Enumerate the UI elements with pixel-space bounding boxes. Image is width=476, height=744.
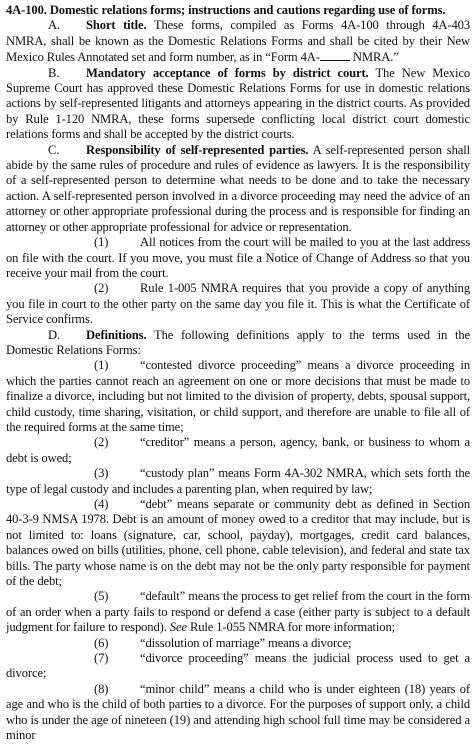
item-number: (3) <box>94 466 109 481</box>
item-number: (2) <box>94 435 109 450</box>
item-text: Rule 1-005 NMRA requires that you provide a copy of anything you file in court to the other party on the same day you file it. This is what the Certificate of Service confirms. <box>6 281 470 327</box>
list-item <box>6 281 470 327</box>
section-d-heading: Definitions. <box>86 327 147 342</box>
list-item <box>6 466 470 497</box>
section-a <box>6 18 470 65</box>
list-item <box>6 235 470 281</box>
item-number: (1) <box>94 358 109 373</box>
item-number: (7) <box>94 651 109 666</box>
item-number: (1) <box>94 235 109 250</box>
item-text: “minor child” means a child who is under eighteen (18) years of age and who is the child of both parties to a divorce. For the purposes of support only, a child who is under the age of nineteen (19) and attending high school full time may be considered a minor <box>6 681 470 743</box>
section-b-text: The New Mexico Supreme Court has approved these Domestic Relations Forms for use in domestic relations actions by self-represented litigants and attorneys appearing in the district courts. As provided by Rule 1-120 NMRA, these forms supersede conflicting local district court domestic relations forms and shall be accepted by the district courts. <box>6 65 470 142</box>
item-text: “dissolution of marriage” means a divorce; <box>140 635 352 650</box>
list-item <box>6 497 470 589</box>
section-b-heading: Mandatory acceptance of forms by district court. <box>86 65 369 80</box>
list-item <box>6 682 470 744</box>
item-text-rest: Rule 1-055 NMRA for more information; <box>186 620 396 635</box>
section-d-text: The following definitions apply to the terms used in the Domestic Relations Forms: <box>6 327 470 357</box>
section-c-text: A self-represented person shall abide by the same rules of procedure and rules of evidence as lawyers. It is the responsibility of a self-represented person to determine what needs to be done and to take the necessary action. A self-represented person involved in a divorce proceeding may need the advice of an attorney or other appropriate professional during the process and is responsible for finding an attorney or other appropriate professional for advice or representation. <box>6 142 470 234</box>
item-text: “contested divorce proceeding” means a divorce proceeding in which the parties cannot reach an agreement on one or more decisions that must be made to finalize a divorce, including but not limited to the division of property, debts, spousal support, child custody, time sharing, visitation, or child support, and therefore are unable to file all of the required forms at the same time; <box>6 358 470 434</box>
section-a-heading: Short title. <box>86 18 147 33</box>
section-d <box>6 328 470 359</box>
item-text: “creditor” means a person, agency, bank, or business to whom a debt is owed; <box>6 435 470 465</box>
item-number: (8) <box>94 681 109 696</box>
item-number: (6) <box>94 635 109 650</box>
item-text: “default” means the process to get relief from the court in the form of an order when a party fails to respond or defend a case (either party is subject to a default judgment for failure to respond). <box>6 589 470 635</box>
list-item <box>6 651 470 682</box>
item-text: “custody plan” means Form 4A-302 NMRA, which sets forth the type of legal custody and includes a parenting plan, when required by law; <box>6 466 470 496</box>
section-c-letter: C. <box>48 142 60 157</box>
list-item <box>6 636 470 651</box>
item-text: “divorce proceeding” means the judicial process used to get a divorce; <box>6 651 470 681</box>
section-d-letter: D. <box>48 327 61 342</box>
section-a-text-2: NMRA.” <box>349 50 399 65</box>
section-a-letter: A. <box>48 18 61 33</box>
list-item <box>6 358 470 435</box>
item-number: (2) <box>94 281 109 296</box>
item-text: “debt” means separate or community debt as defined in Section 40-3-9 NMSA 1978. Debt is an amount of money owed to a creditor that may include, but is not limited to: loans (signature, car, school, payday), mortgages, credit card balances, balances owed on bills (utilities, phone, cell phone, cable television), and federal and state tax bills. The party whose name is on the debt may not be the only party responsible for payment of the debt; <box>6 497 470 589</box>
item-number: (5) <box>94 589 109 604</box>
list-item <box>6 435 470 466</box>
see-reference: See <box>169 620 187 635</box>
form-number-blank <box>320 49 350 61</box>
item-text: All notices from the court will be mailed to you at the last address on file with the court. If you move, you must file a Notice of Change of Address so that you receive your mail from the court. <box>6 235 470 280</box>
section-b <box>6 66 470 143</box>
section-c <box>6 143 470 235</box>
section-c-heading: Responsibility of self-represented parties. <box>86 142 309 157</box>
section-b-letter: B. <box>48 65 60 80</box>
section-a-text-1: These forms, compiled as Forms 4A-100 through 4A-403 NMRA, shall be known as the Domestic Relations Forms and shall be cited by their New Mexico Rules Annotated set and form number, as in “Form 4A- <box>6 18 470 65</box>
document-title: 4A-100. Domestic relations forms; instructions and cautions regarding use of forms. <box>6 3 446 17</box>
list-item <box>6 589 470 635</box>
item-number: (4) <box>94 497 109 511</box>
